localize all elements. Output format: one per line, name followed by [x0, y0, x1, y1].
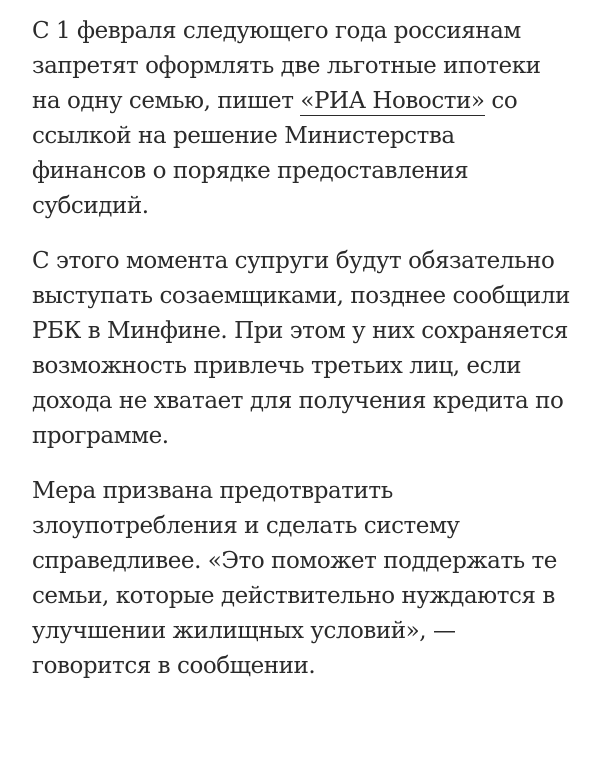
paragraph-1	[32, 14, 570, 224]
paragraph-3: Мера призвана предотвратить злоупотребления и сделать систему справедливее. «Это поможет поддержать те семьи, которые действительно нуждаются в улучшении жилищных условий», — говорится в сообщении.	[32, 478, 557, 679]
paragraph-1-text-after-link: со ссылкой на решение Министерства финансов о порядке предоставления субсидий.	[32, 88, 518, 219]
paragraph-1-text-before-link: С 1 февраля следующего года россиянам запретят оформлять две льготные ипотеки на одну семью, пишет	[32, 18, 541, 114]
paragraph-2: С этого момента супруги будут обязательно выступать созаемщиками, позднее сообщили РБК в Минфине. При этом у них сохраняется возможность привлечь третьих лиц, если дохода не хватает для получения кредита по программе.	[32, 248, 570, 449]
ria-novosti-link[interactable]: «РИА Новости»	[300, 88, 485, 114]
